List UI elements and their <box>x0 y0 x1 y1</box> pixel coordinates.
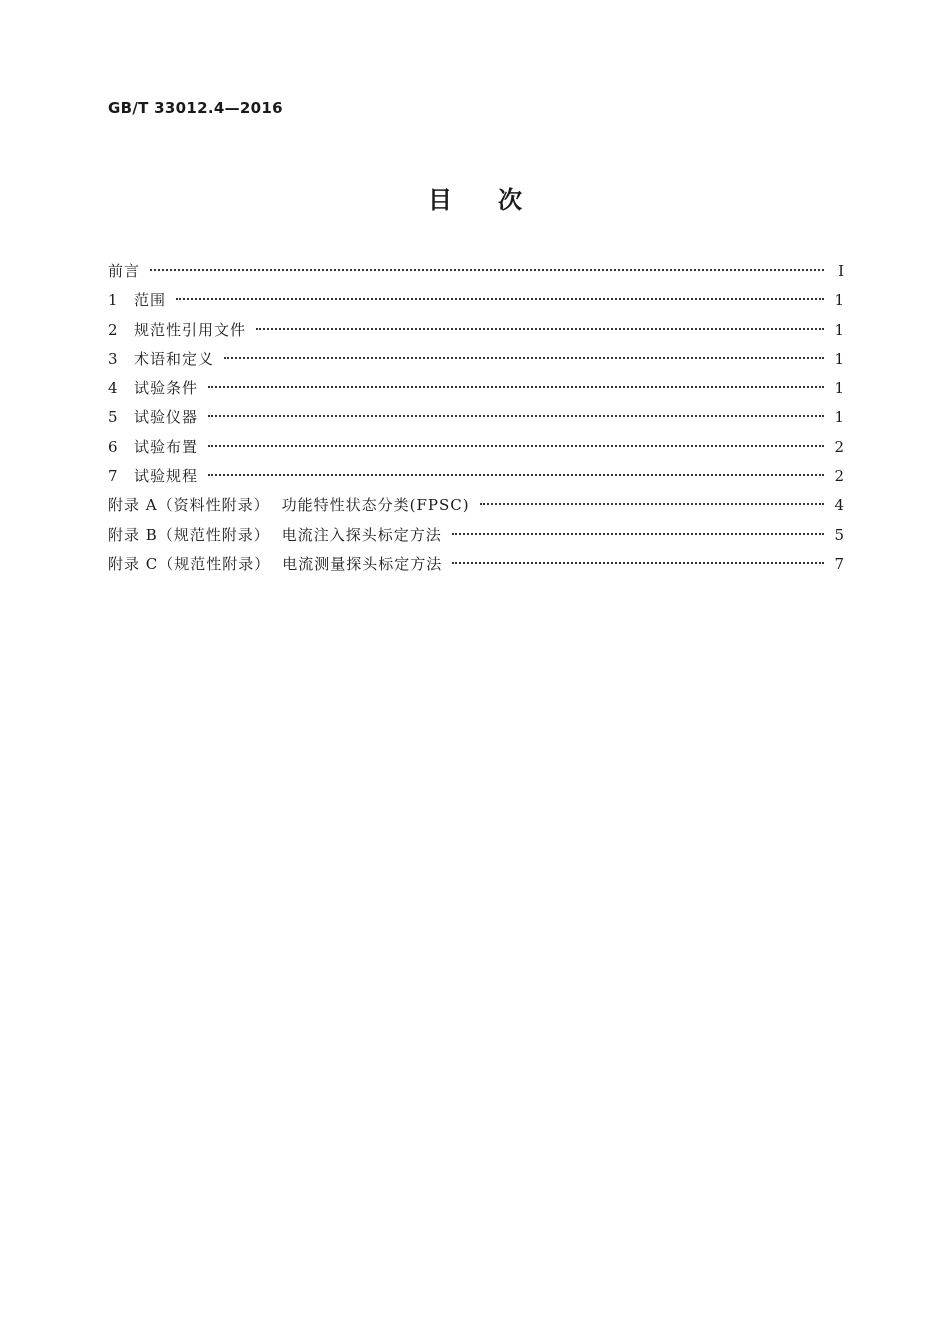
toc-item-annex-c[interactable] <box>108 550 844 579</box>
toc-item-subtitle: 电流注入探头标定方法 <box>281 525 442 544</box>
dot-leader <box>452 562 824 564</box>
dot-leader <box>150 269 824 271</box>
table-of-contents <box>108 257 844 579</box>
toc-item-number: 5 <box>108 408 118 427</box>
toc-item-label: 试验仪器 <box>134 408 199 427</box>
toc-item-number: 7 <box>108 467 118 486</box>
toc-item-test-conditions[interactable] <box>108 374 844 403</box>
dot-leader <box>176 298 824 300</box>
toc-item-page: 1 <box>834 320 844 339</box>
toc-item-page: 4 <box>834 496 844 515</box>
toc-item-page: 1 <box>834 408 844 427</box>
toc-item-label: 前言 <box>108 262 141 280</box>
toc-item-label: 附录 B（规范性附录） <box>108 525 270 544</box>
toc-item-label: 术语和定义 <box>134 349 215 368</box>
toc-item-number: 1 <box>108 291 118 310</box>
toc-item-label: 附录 A（资料性附录） <box>108 496 270 515</box>
dot-leader <box>208 474 824 476</box>
toc-item-page: 1 <box>834 349 844 368</box>
toc-item-annex-a[interactable] <box>108 491 844 520</box>
toc-item-scope[interactable] <box>108 286 844 315</box>
dot-leader <box>208 445 824 447</box>
toc-item-label: 范围 <box>134 291 167 310</box>
dot-leader <box>256 328 824 330</box>
toc-item-page: 1 <box>834 379 844 398</box>
title-char-2: 次 <box>498 186 522 214</box>
dot-leader <box>480 503 824 505</box>
standard-code: GB/T 33012.4—2016 <box>108 99 283 117</box>
toc-item-test-setup[interactable] <box>108 433 844 462</box>
toc-item-label: 试验条件 <box>134 379 199 398</box>
toc-item-terms-definitions[interactable] <box>108 345 844 374</box>
toc-item-page: 7 <box>834 554 844 573</box>
toc-item-number: 3 <box>108 349 118 368</box>
title-char-1: 目 <box>428 186 452 214</box>
dot-leader <box>452 533 824 535</box>
toc-item-page: 1 <box>834 291 844 310</box>
toc-item-page: Ⅰ <box>838 262 844 280</box>
toc-item-label: 试验布置 <box>134 437 199 456</box>
toc-item-number: 2 <box>108 320 118 339</box>
toc-item-number: 4 <box>108 379 118 398</box>
toc-item-subtitle: 功能特性状态分类(FPSC) <box>281 496 470 515</box>
dot-leader <box>208 386 824 388</box>
toc-item-label: 规范性引用文件 <box>134 320 247 339</box>
toc-item-foreword[interactable] <box>108 257 844 286</box>
toc-item-label: 附录 C（规范性附录） <box>108 554 271 573</box>
toc-item-page: 5 <box>834 525 844 544</box>
toc-item-normative-references[interactable] <box>108 316 844 345</box>
toc-item-test-instruments[interactable] <box>108 403 844 432</box>
toc-item-annex-b[interactable] <box>108 521 844 550</box>
toc-item-number: 6 <box>108 437 118 456</box>
dot-leader <box>208 415 824 417</box>
toc-item-label: 试验规程 <box>134 467 199 486</box>
toc-item-page: 2 <box>834 467 844 486</box>
dot-leader <box>224 357 824 359</box>
toc-item-test-procedure[interactable] <box>108 462 844 491</box>
toc-item-subtitle: 电流测量探头标定方法 <box>282 554 443 573</box>
page-title <box>0 180 950 215</box>
toc-item-page: 2 <box>834 437 844 456</box>
